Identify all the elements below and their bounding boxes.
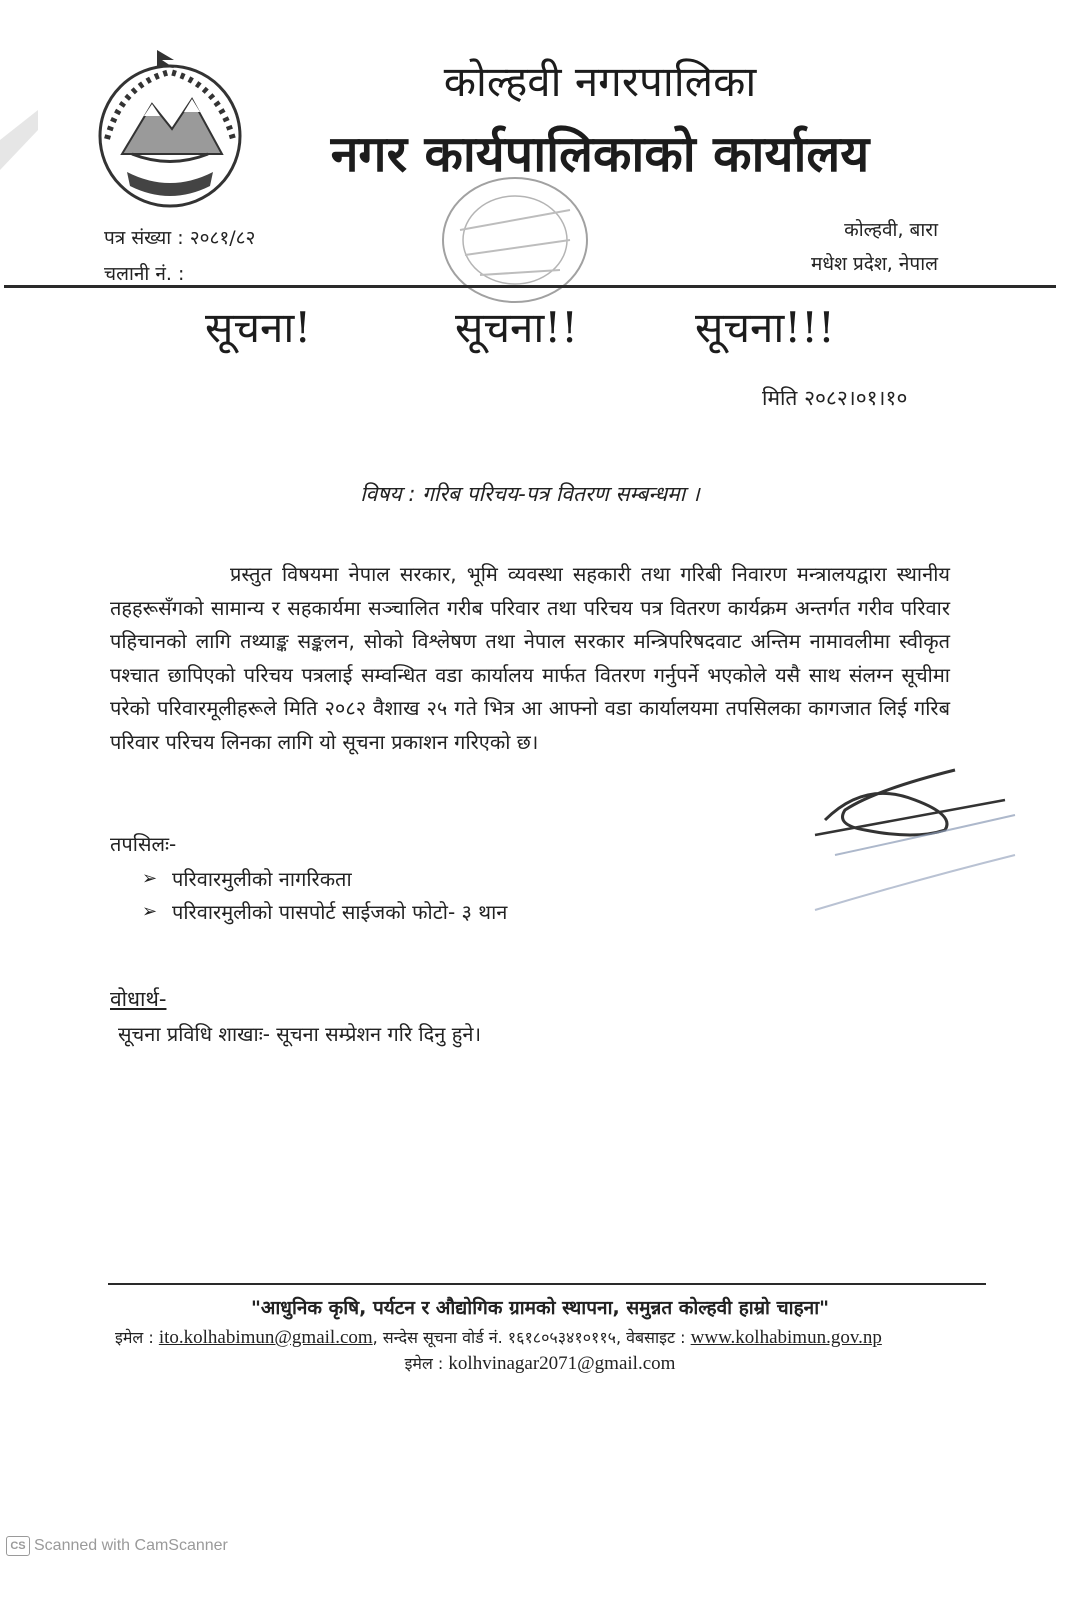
notice-subject: विषय : गरिब परिचय-पत्र वितरण सम्बन्धमा । <box>360 482 700 506</box>
reference-number: पत्र संख्या : २०८१/८२ <box>104 227 256 249</box>
footer-contact-line <box>115 1326 975 1349</box>
scan-edge-artifact <box>0 100 40 180</box>
office-seal-stamp <box>430 170 600 310</box>
notice-body: प्रस्तुत विषयमा नेपाल सरकार, भूमि व्यवस्था सहकारी तथा गरिबी निवारण मन्त्रालयद्वारा स्थानीय तहहरूसँगको सामान्य र सहकार्यमा सञ्चालित गरीब परिवार तथा परिचय पत्र वितरण कार्यक्रम अन्तर्गत गरीव परिवार पहिचानको लागि तथ्याङ्क सङ्कलन, सोको विश्लेषण तथा नेपाल सरकार मन्त्रिपरिषदवाट अन्तिम नामावलीमा स्वीकृत पश्चात छापिएको परिचय पत्रलाई सम्वन्धित वडा कार्यालय मार्फत वितरण गर्नुपर्ने भएकोले यसै साथ संलग्न सूचीमा परेको परिवारमूलीहरूले मिति २०८२ वैशाख २५ गते भित्र आ आफ्नो वडा कार्यालयमा तपसिलका कागजात लिई गरिब परिवार परिचय लिनका लागि यो सूचना प्रकाशन गरिएको छ। <box>110 562 950 754</box>
footer-email-line <box>0 1352 1080 1375</box>
notice-heading-3: सूचना!!! <box>695 303 835 352</box>
list-item <box>142 895 507 928</box>
website-link[interactable]: www.kolhabimun.gov.np <box>690 1327 882 1348</box>
list-item <box>142 862 507 895</box>
camscanner-text: Scanned with CamScanner <box>34 1537 228 1554</box>
camscanner-watermark <box>6 1536 228 1556</box>
official-signature <box>805 760 1035 930</box>
address-line-1: कोल्हवी, बारा <box>844 219 938 241</box>
municipality-name: कोल्हवी नगरपालिका <box>443 57 757 106</box>
arrow-bullet-icon: ➢ <box>142 901 158 922</box>
list-item-text: परिवारमुलीको पासपोर्ट साईजको फोटो- ३ थान <box>172 900 508 924</box>
dispatch-number: चलानी नं. : <box>104 263 185 285</box>
email-label: इमेल : <box>115 1328 154 1347</box>
email2-link[interactable]: kolhvinagar2071@gmail.com <box>448 1353 676 1374</box>
notice-date: मिति २०८२।०१।१० <box>762 386 908 410</box>
notice-heading-2: सूचना!! <box>455 303 579 352</box>
sms-board-text: , सन्देस सूचना वोर्ड नं. १६१८०५३४१०११५, वेबसाइट : <box>372 1328 686 1347</box>
nepal-emblem-icon <box>82 44 258 220</box>
details-heading: तपसिलः- <box>110 832 177 856</box>
footer-slogan: "आधुनिक कृषि, पर्यटन र औद्योगिक ग्रामको स्थापना, समुन्नत कोल्हवी हाम्रो चाहना" <box>250 1297 830 1319</box>
arrow-bullet-icon: ➢ <box>142 868 158 889</box>
cc-heading: वोधार्थ- <box>110 987 167 1011</box>
header-divider <box>4 285 1056 288</box>
notice-heading-1: सूचना! <box>205 303 312 352</box>
email-link[interactable]: ito.kolhabimun@gmail.com <box>158 1327 373 1348</box>
email2-label: इमेल : <box>404 1354 444 1373</box>
camscanner-logo-icon: CS <box>6 1536 30 1556</box>
list-item-text: परिवारमुलीको नागरिकता <box>172 867 352 891</box>
required-documents-list <box>142 862 507 928</box>
office-name: नगर कार्यपालिकाको कार्यालय <box>330 124 870 183</box>
address-line-2: मधेश प्रदेश, नेपाल <box>810 253 938 275</box>
cc-recipient: सूचना प्रविधि शाखाः- सूचना सम्प्रेशन गरि दिनु हुने। <box>118 1022 482 1046</box>
footer-divider <box>108 1283 986 1285</box>
